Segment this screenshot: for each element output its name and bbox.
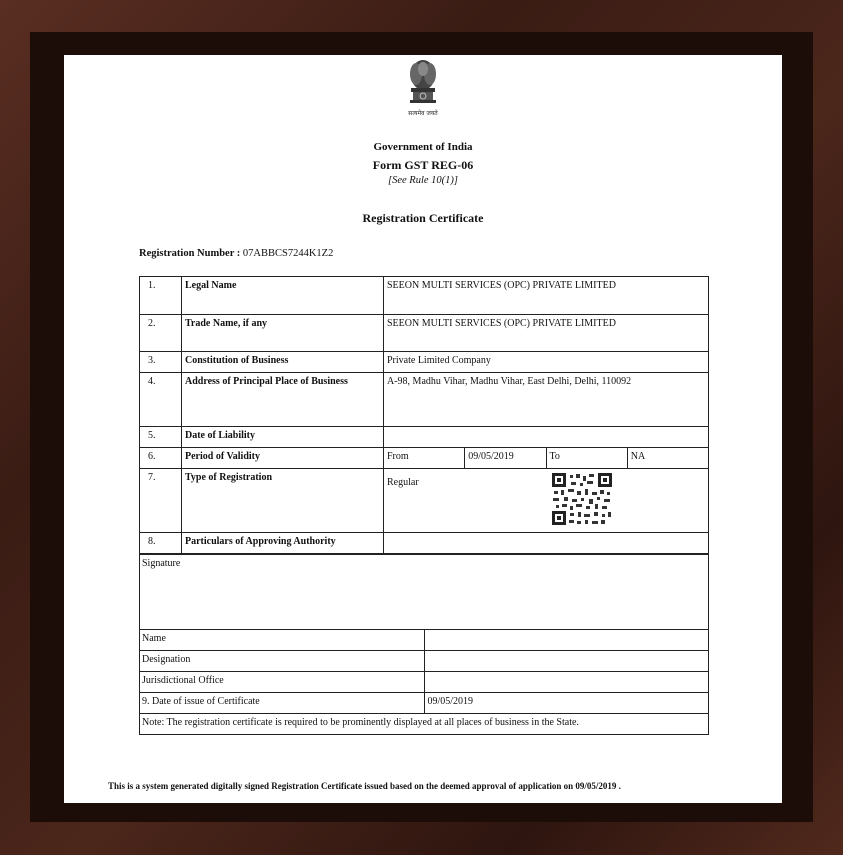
certificate-paper bbox=[64, 55, 782, 803]
row-label: Address of Principal Place of Business bbox=[182, 373, 384, 427]
rule-reference: [See Rule 10(1)] bbox=[388, 175, 458, 186]
row-value: SEEON MULTI SERVICES (OPC) PRIVATE LIMITED bbox=[384, 315, 709, 352]
details-table bbox=[139, 276, 709, 554]
row-number: 2. bbox=[140, 315, 182, 352]
validity-to-date: NA bbox=[627, 448, 708, 469]
national-emblem-icon bbox=[400, 57, 446, 125]
table-row bbox=[140, 448, 709, 469]
row-value: A-98, Madhu Vihar, Madhu Vihar, East Delhi, Delhi, 110092 bbox=[384, 373, 709, 427]
row-label: Date of Liability bbox=[182, 427, 384, 448]
form-title: Form GST REG-06 bbox=[372, 158, 474, 172]
certificate-title: Registration Certificate bbox=[362, 211, 484, 225]
row-label: Trade Name, if any bbox=[182, 315, 384, 352]
issue-date-label: 9. Date of issue of Certificate bbox=[140, 693, 425, 714]
government-title: Government of India bbox=[373, 141, 473, 153]
signature-label: Signature bbox=[140, 555, 709, 630]
row-label: Particulars of Approving Authority bbox=[182, 533, 384, 554]
row-label: Legal Name bbox=[182, 277, 384, 315]
jurisdiction-label: Jurisdictional Office bbox=[140, 672, 425, 693]
table-row bbox=[140, 533, 709, 554]
emblem-motto: सत्यमेव जयते bbox=[408, 110, 438, 117]
table-row bbox=[140, 352, 709, 373]
row-label: Constitution of Business bbox=[182, 352, 384, 373]
registration-number-label: Registration Number : bbox=[139, 248, 241, 259]
jurisdiction-value bbox=[424, 672, 709, 693]
validity-from-label: From bbox=[384, 448, 465, 469]
row-number: 4. bbox=[140, 373, 182, 427]
signature-row bbox=[140, 555, 709, 630]
row-value bbox=[384, 533, 709, 554]
row-label: Period of Validity bbox=[182, 448, 384, 469]
name-value bbox=[424, 630, 709, 651]
table-row bbox=[140, 714, 709, 735]
authority-table bbox=[139, 554, 709, 735]
registration-number bbox=[139, 248, 333, 259]
table-row bbox=[140, 672, 709, 693]
table-row bbox=[140, 651, 709, 672]
table-row bbox=[140, 693, 709, 714]
table-row bbox=[140, 427, 709, 448]
row-number: 6. bbox=[140, 448, 182, 469]
designation-value bbox=[424, 651, 709, 672]
row-value: Regular bbox=[387, 477, 419, 488]
row-number: 5. bbox=[140, 427, 182, 448]
qr-code-icon bbox=[552, 473, 612, 525]
validity-from-date: 09/05/2019 bbox=[465, 448, 546, 469]
note-text: Note: The registration certificate is required to be prominently displayed at all places of business in the State. bbox=[140, 714, 709, 735]
row-number: 8. bbox=[140, 533, 182, 554]
footer-note: This is a system generated digitally signed Registration Certificate issued based on the deemed approval of application on 09/05/2019 . bbox=[108, 781, 621, 791]
table-row bbox=[140, 277, 709, 315]
table-row bbox=[140, 315, 709, 352]
table-row bbox=[140, 469, 709, 533]
registration-number-value: 07ABBCS7244K1Z2 bbox=[242, 248, 334, 259]
table-row bbox=[140, 630, 709, 651]
row-label: Type of Registration bbox=[182, 469, 384, 533]
issue-date-value: 09/05/2019 bbox=[424, 693, 709, 714]
table-row bbox=[140, 373, 709, 427]
row-number: 7. bbox=[140, 469, 182, 533]
row-number: 3. bbox=[140, 352, 182, 373]
row-value bbox=[384, 427, 709, 448]
row-number: 1. bbox=[140, 277, 182, 315]
designation-label: Designation bbox=[140, 651, 425, 672]
row-value: SEEON MULTI SERVICES (OPC) PRIVATE LIMITED bbox=[384, 277, 709, 315]
name-label: Name bbox=[140, 630, 425, 651]
row-value-cell bbox=[384, 469, 709, 533]
validity-to-label: To bbox=[546, 448, 627, 469]
row-value: Private Limited Company bbox=[384, 352, 709, 373]
